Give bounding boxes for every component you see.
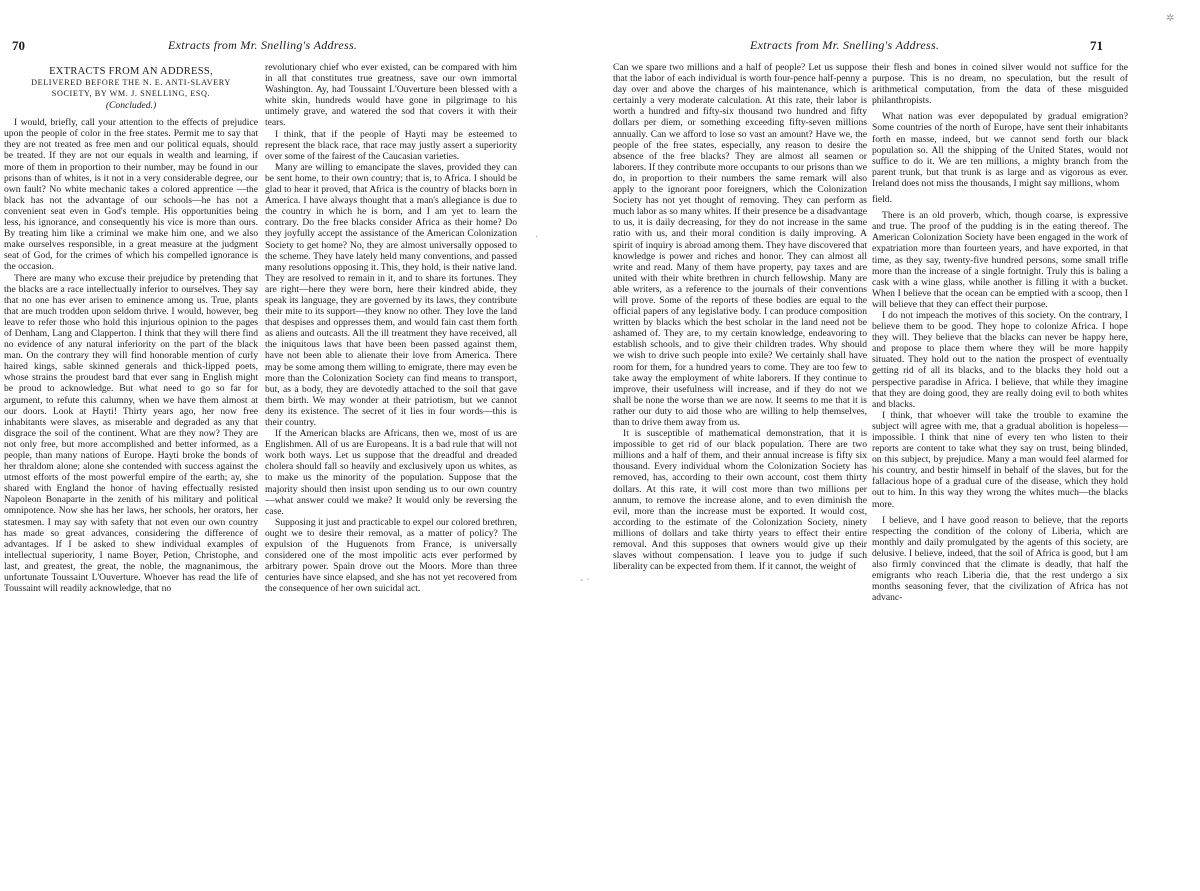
paragraph: revolutionary chief who ever existed, can be compared with him in all that constitutes true greatness, save our own immortal Washington. Ay, had Toussaint L'Ouverture been blessed with a white skin, hundreds would have gone in pilgrimage to his untimely grave, and watered the sod that covers it with their tears. [265,62,517,129]
paragraph: I think, that whoever will take the trouble to examine the subject will agree with me, that a gradual abolition is hopeless—impossible. I think that nine of every ten who listen to their reports are content to take what they say on trust, being blinded, on this subject, by prejudice. Many a man would feel alarmed for his country, and bestir himself in behalf of the slaves, but for the fallacious hope of a gradual cure of the disease, which they hold out to him. In this way they wrong the whites much—the blacks more. [872,409,1128,510]
left-column-1 [4,62,258,880]
page-number-right: 71 [1090,38,1103,53]
paragraph: It is susceptible of mathematical demonstration, that it is impossible to get rid of our black population. There are two millions and a half of them, and their annual increase is fifty six thousand. Every individual whom the Colonization Society has removed, has, according to their own account, cost them thirty dollars. At this rate, it will cost more than two millions per annum, to remove the increase alone, and to even diminish the evil, more than the increase must be exported. It would cost, according to the estimate of the Colonization Society, ninety millions of dollars and take thirty years to effect their entire removal. And this supposes that owners would give up their slaves without compensation. I leave you to judge if such liberality can be expected from them. If it cannot, the weight of [613,428,867,573]
article-subtitle-1: DELIVERED BEFORE THE N. E. ANTI-SLAVERY [31,78,231,88]
paragraph: Many are willing to emancipate the slaves, provided they can be sent home, to their own country; that is, to Africa. I should be glad to hear it proved, that Africa is the country of blacks born in America. I have always thought that a man's allegiance is due to the country in which he is born, and I am yet to learn the contrary. Do the free blacks consider Africa as their home? Do they joyfully accept the assistance of the American Colonization Society to get home? No, they are almost universally opposed to the scheme. They have lately held many conventions, and passed many resolutions opposing it. This, they hold, is their native land. They are resolved to remain in it, and to share its fortunes. They are right—here they were born, here their kindred abide, they speak its language, they are governed by its laws, they contribute their mite to its support—they know no other. They love the land that despises and oppresses them, and would fain cast them forth as aliens and outcasts. All the ill treatment they have received, all the iniquitous laws that have been been passed against them, have not been able to alienate their love from America. There may be some among them willing to emigrate, there may even be more than the Colonization Society can find means to transport, but, as a body, they are devotedly attached to the soil that gave them birth. We may wonder at their patriotism, but we cannot deny its existence. The secret of it lies in four words—this is their country. [265,161,517,428]
left-column-2 [265,62,517,880]
right-column-1 [613,62,867,880]
paragraph: I think, that if the people of Hayti may be esteemed to represent the black race, that race may justly assert a superiority over some of the fairest of the Caucasian varieties. [265,128,517,162]
paragraph: What nation was ever depopulated by gradual emigration? Some countries of the north of Europe, have sent their inhabitants forth en masse, indeed, but we cannot send forth our black population so. All the shipping of the United States, would not suffice to do it. We are ten millions, a mighty branch from the parent trunk, but that trunk is as large and as vigorous as ever. Ireland does not miss the thousands, I might say millions, whom [872,111,1128,189]
running-head-right: Extracts from Mr. Snelling's Address. [750,38,940,52]
page-number-left: 70 [12,38,25,53]
paragraph: I believe, and I have good reason to believe, that the reports respecting the condition of the colony of Liberia, which are monthly and daily promulgated by the agents of this society, are delusive. I believe, indeed, that the soil of Africa is good, but I am also firmly convinced that the climate is deadly, that half the emigrants who reach Liberia die, that the rest undergo a six months seasoning fever, that the civilization of Africa has not advanc- [872,514,1128,604]
right-page [600,0,1200,891]
paragraph: There is an old proverb, which, though coarse, is expressive and true. The proof of the pudding is in the eating thereof. The American Colonization Society have been engaged in the work of expatriation more than fourteen years, and have exported, in that time, as they say, twenty-five hundred persons, some small trifle more than the increase of a single fortnight. Truly this is baling a cask with a wine glass, while another is filling it with a bucket. When I believe that the ocean can be emptied with a scoop, then I will believe that they can effect their purpose. [872,210,1128,310]
paragraph: If the American blacks are Africans, then we, most of us are Englishmen. All of us are Europeans. It is a bad rule that will not work both ways. Let us suppose that the dreadful and dreaded cholera should fall so heavily and exclusively upon us whites, as to make us the minority of the population. Suppose that the majority should then insist upon sending us to our own country—what answer could we make? It would only be reversing the case. [265,428,517,517]
paragraph: I would, briefly, call your attention to the effects of prejudice upon the people of color in the free states. Permit me to say that they are not treated as free men and our political equals, should be treated. If they are not our equals in wealth and learning, if more of them in proportion to their number, may be found in our prisons than of whites, is it not in a very considerable degree, our own fault? No white mechanic takes a colored apprentice —the black has not the advantage of our schools—he has not a convenient seat even in God's temple. His opportunities being less, his ignorance, and consequently his vice is more than ours. By treating him like a criminal we make him one, and we also make ourselves responsible, in a great measure at the judgment seat of God, for the crimes of which his compelled ignorance is the occasion. [4,117,258,273]
scan-speck: ‐ · [580,575,590,586]
running-head-left: Extracts from Mr. Snelling's Address. [168,38,358,52]
right-column-2 [872,62,1128,880]
paragraph: their flesh and bones in coined silver would not suffice for the purpose. This is no dream, no speculation, but the result of arithmetical computation, from the data of these misguided philanthropists. [872,62,1128,107]
scan-speck: · [535,232,539,243]
paragraph: There are many who excuse their prejudice by pretending that the blacks are a race intellectually inferior to ourselves. They say that no one has ever arisen to eminence among us. True, plants that are much trodden upon seldom thrive. I would, however, beg leave to refer those who hold this injurious opinion to the pages of Denham, Lang and Clapperton. I think that they will there find no evidence of any natural inferiority on the part of the black man. On the contrary they will find honorable mention of curly haired kings, sable skinned generals and thick-lipped poets, whose strains the proudest bard that ever sang in English might be proud to acknowledge. But what need to go so far for argument, to refute this calumny, when we have them almost at our doors. Look at Hayti! Thirty years ago, her now free inhabitants were slaves, as miserable and degraded as any that disgrace the soil of the continent. What are they now? They are not only free, but more accomplished and better informed, as a people, than many nations of Europe. Hayti broke the bonds of her thraldom alone; alone she contended with success against the utmost efforts of the most powerful empire of the earth; ay, she shared with England the honor of having effectually resisted Napoleon Bonaparte in the zenith of his military and political omnipotence. Now she has her laws, her schools, her orators, her statesmen. I may say with safety that not even our own country has made so great advances, considering the difference of advantages. If I be asked to shew individual examples of intellectual superiority, I name Boyer, Petion, Christophe, and last, and greatest, the great, the noble, the magnanimous, the unfortunate Toussaint L'Ouverture. Whoever has read the life of Toussaint will readily acknowledge, that no [4,272,258,595]
paragraph: Supposing it just and practicable to expel our colored brethren, ought we to desire their removal, as a matter of policy? The expulsion of the Huguenots from France, is universally considered one of the most impolitic acts ever performed by arbitrary power. Spain drove out the Moors. More than three centuries have since elapsed, and she has not yet recovered from the consequence of her own suicidal act. [265,516,517,595]
article-title: EXTRACTS FROM AN ADDRESS, [49,66,213,77]
scan-speck: ✲ [1166,13,1175,24]
paragraph: Can we spare two millions and a half of people? Let us suppose that the labor of each individual is worth four-pence half-penny a day over and above the charges of his maintenance, which is certainly a very moderate calculation. At this rate, their labor is worth a hundred and fifty-six thousand two hundred and fifty dollars per diem, or something exceeding fifty-seven millions annually. Can we afford to lose so vast an amount? Have we, the people of the free states, especially, any reason to desire the absence of the free blacks? They are almost all seamen or laborers. If they contribute more occupants to our prisons than we do, in proportion to their numbers the same remark will also apply to the ignorant poor foreigners, which the Colonization Society has not yet thought of removing. They can perform as much labor as so many whites. If their presence be a disadvantage to us, it is daily decreasing, for they do not increase in the same ratio with us, and their moral condition is daily improving. A spirit of inquiry is abroad among them. They have discovered that knowledge is power and riches and honor. They can almost all write and read. Many of them have property, pay taxes and are united with their white brethren in church fellowship. Many are able writers, as a reference to the journals of their conventions will prove. Some of the reports of these bodies are equal to the official papers of any legislative body. I can produce composition written by blacks which the best scholar in the land need not be ashamed of. They are, to my certain knowledge, endeavoring to establish schools, and to give their children trades. Why should we wish to drive such people into exile? We certainly shall have room for them, for a hundred years to come. They are too few to take away the employment of white laborers. If they continue to improve, their usefulness will increase, and if they do not we shall be none the worse than we are now. It seems to me that it is rather our duty to aid those who are willing to help themselves, than to drive them away from us. [613,62,867,428]
paragraph: field. [872,194,892,206]
article-note: (Concluded.) [105,100,157,112]
paragraph: I do not impeach the motives of this society. On the contrary, I believe them to be good. They hope to colonize Africa. I hope they will. They believe that the blacks can never be happy here, and propose to place them where they will be more happily situated. They hold out to the nation the prospect of eventually getting rid of all its blacks, and to the blacks they hold out a perspective paradise in Africa. I believe, that while they imagine that they are doing good, they are really doing evil to both whites and blacks. [872,309,1128,410]
article-subtitle-2: SOCIETY, BY WM. J. SNELLING, ESQ. [51,89,211,99]
